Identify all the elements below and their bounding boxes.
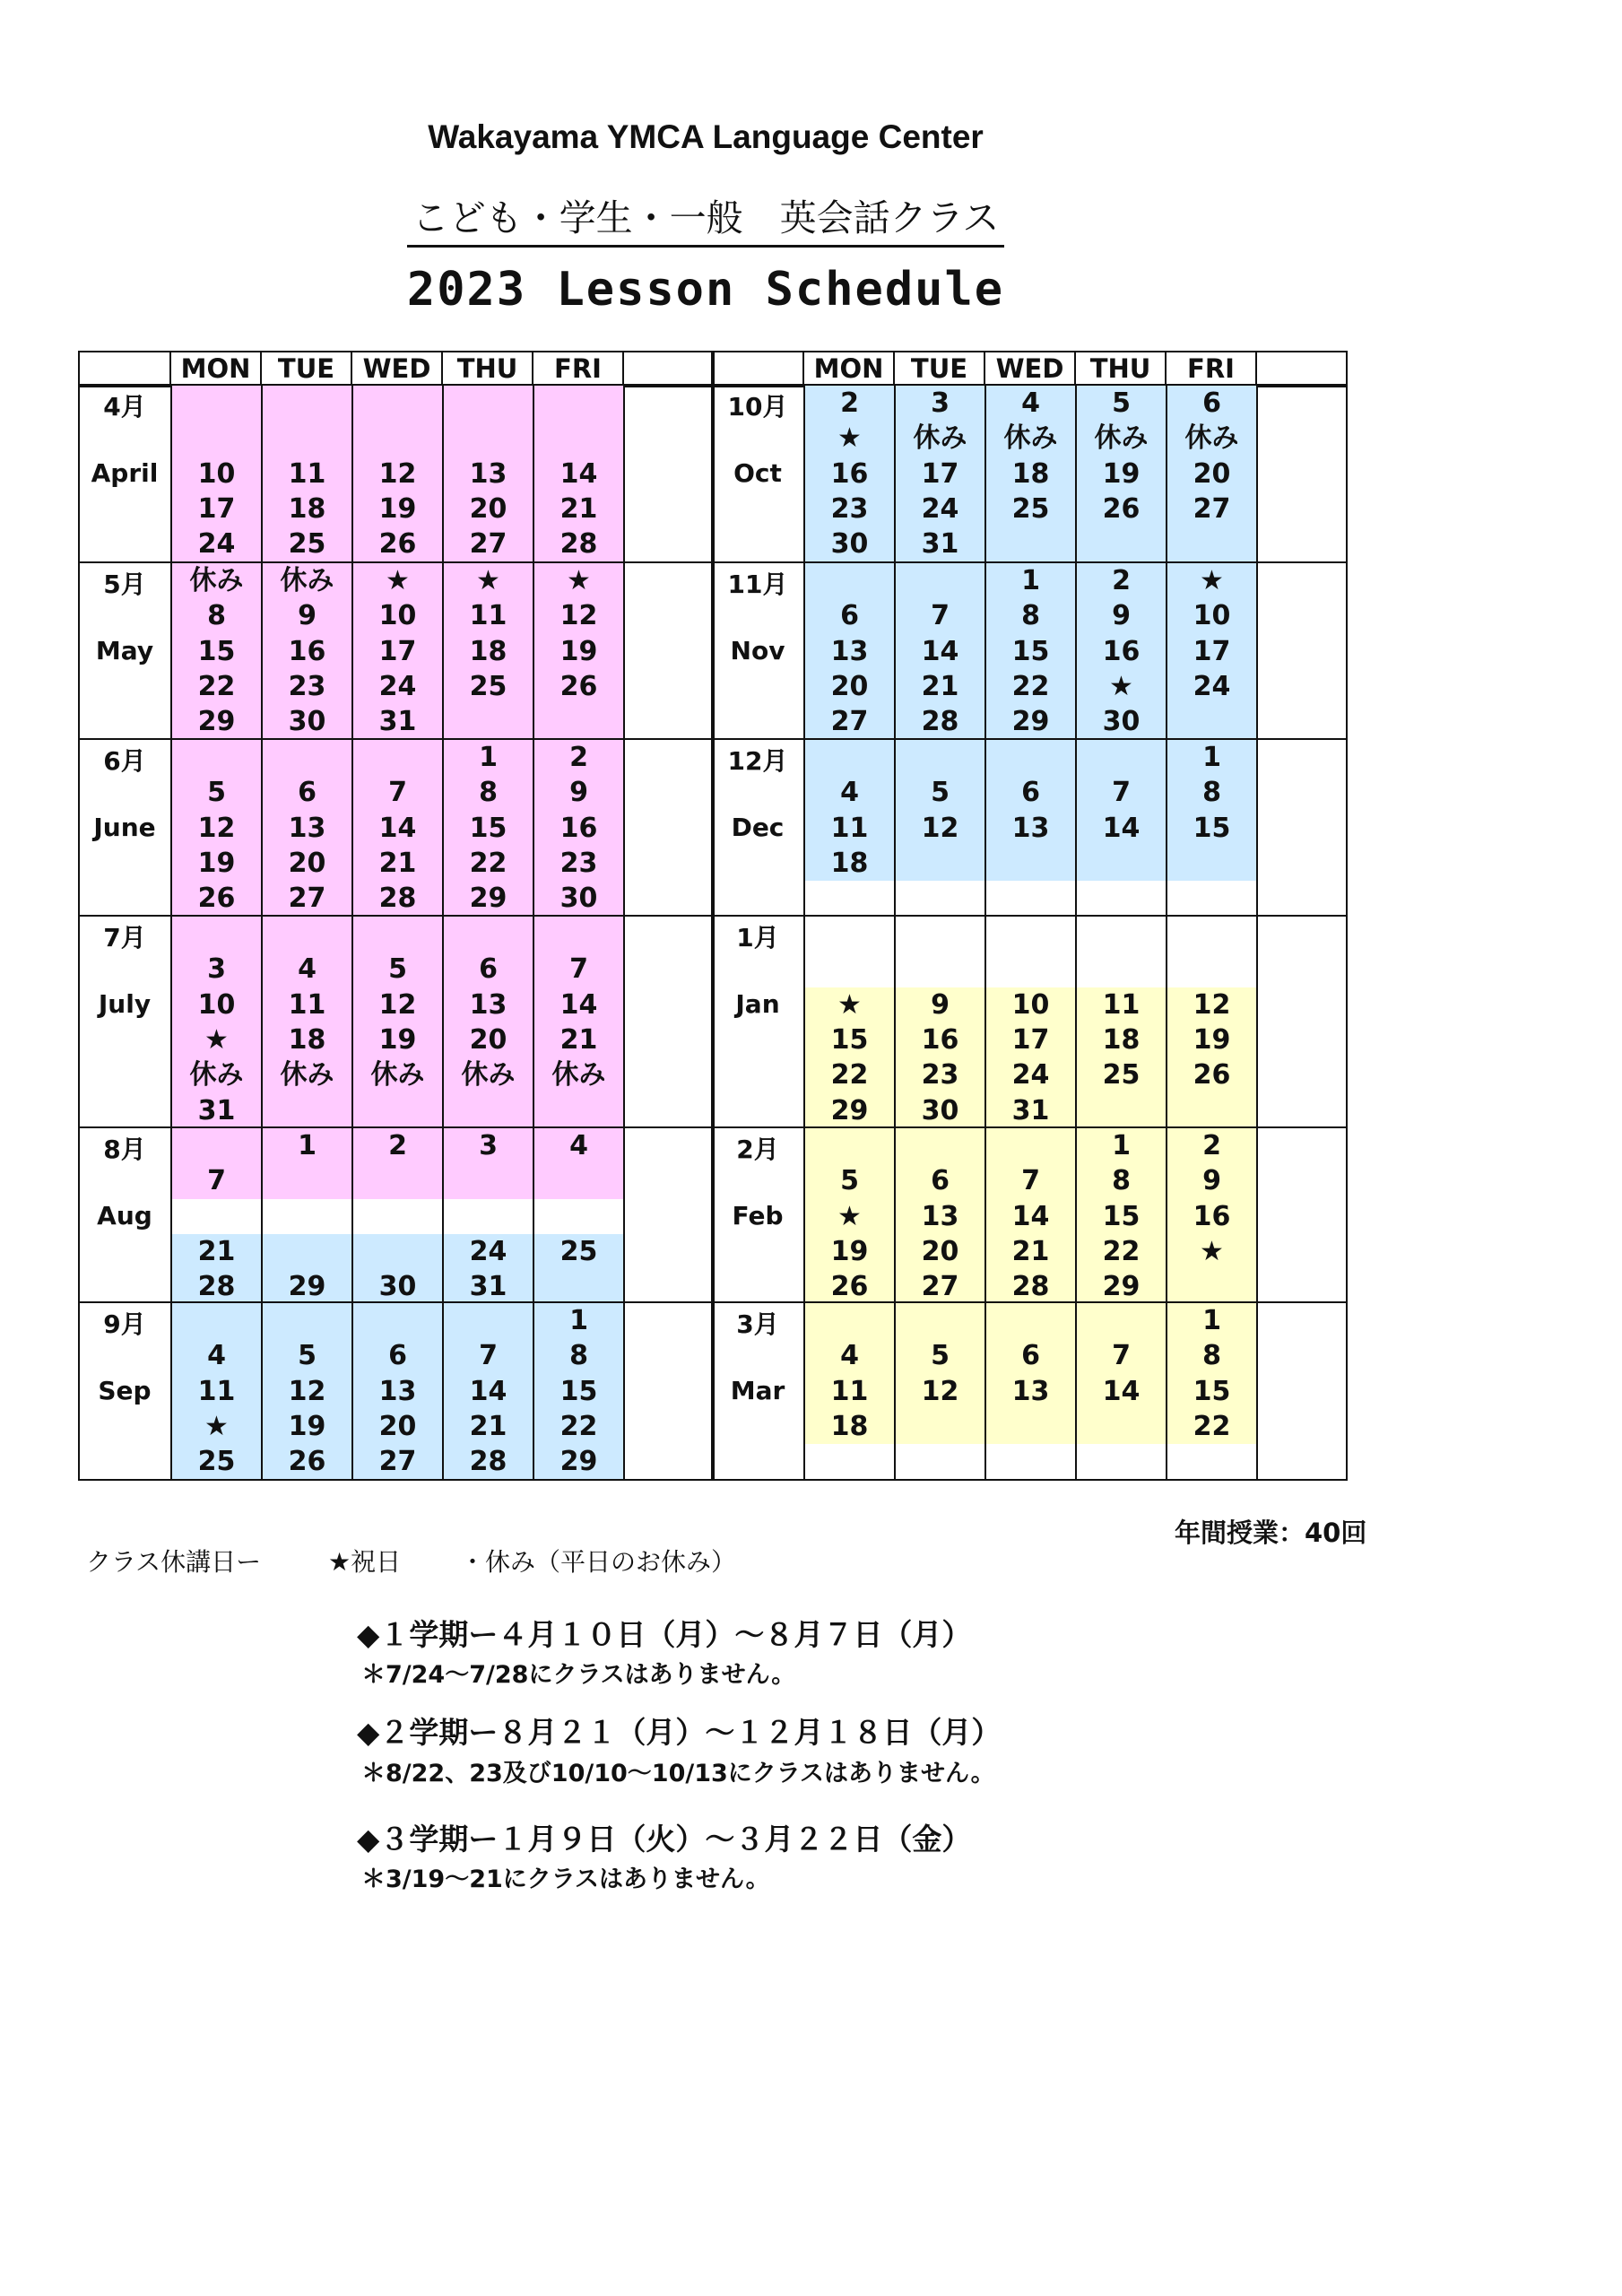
day-cell: 19 <box>559 635 598 667</box>
day-cell: 1 <box>479 742 498 773</box>
calendar-grid <box>78 351 1346 1479</box>
day-cell: 2 <box>840 387 859 419</box>
month-label-english: Oct <box>733 457 782 488</box>
day-cell: 12 <box>1193 988 1231 1021</box>
month-label-kanji: 3月 <box>736 1309 779 1339</box>
holiday-star: ★ <box>1200 1235 1224 1267</box>
day-cell: 9 <box>298 600 317 632</box>
day-cell: 13 <box>288 812 326 844</box>
month-label-english: May <box>95 635 154 665</box>
day-cell: 12 <box>378 457 417 490</box>
day-cell: 1 <box>569 1305 588 1336</box>
header-blank-cell <box>711 351 804 387</box>
day-cell: 16 <box>1193 1200 1231 1232</box>
day-cell: 15 <box>1102 1200 1141 1232</box>
day-cell: 6 <box>388 1340 407 1372</box>
day-cell: 9 <box>931 988 950 1021</box>
day-cell: 15 <box>1011 635 1050 667</box>
month-label-kanji: 9月 <box>103 1309 146 1339</box>
day-cell: 12 <box>197 812 236 844</box>
day-cell: 26 <box>378 528 417 561</box>
day-cell: 20 <box>288 847 326 879</box>
day-cell: 29 <box>830 1094 869 1126</box>
term-2-note: ＊8/22、23及び10/10～10/13にクラスはありません。 <box>361 1760 995 1787</box>
weekday-header-thu: THU <box>1074 351 1167 387</box>
holiday-star: ★ <box>837 1200 862 1232</box>
month-label-kanji: 2月 <box>736 1135 779 1164</box>
day-cell: 10 <box>1011 988 1050 1021</box>
day-cell: 23 <box>559 847 598 879</box>
weekday-header-tue: TUE <box>893 351 985 387</box>
day-cell: 4 <box>569 1130 588 1161</box>
day-cell: 2 <box>388 1130 407 1161</box>
day-cell: 26 <box>197 883 236 915</box>
holiday-star: ★ <box>1200 565 1224 596</box>
day-cell: 2 <box>1202 1130 1221 1161</box>
day-cell: 22 <box>1193 1410 1231 1442</box>
term-1-heading: ◆１学期ー４月１０日（月）～８月７日（月） <box>357 1617 972 1652</box>
day-cell: 25 <box>559 1235 598 1267</box>
day-cell: 25 <box>288 528 326 561</box>
day-cell: 6 <box>1202 387 1221 419</box>
day-cell: 25 <box>1102 1059 1141 1091</box>
day-cell: 29 <box>1102 1271 1141 1303</box>
day-cell: 23 <box>830 492 869 525</box>
day-cell: 11 <box>197 1375 236 1407</box>
day-cell: 23 <box>288 670 326 702</box>
day-cell: 26 <box>288 1446 326 1478</box>
month-block-june <box>78 738 715 917</box>
day-cell: 4 <box>298 953 317 986</box>
day-cell: 22 <box>1102 1235 1141 1267</box>
day-cell: 7 <box>479 1340 498 1372</box>
holiday-star: ★ <box>1109 670 1133 702</box>
weekday-header-wed: WED <box>351 351 443 387</box>
day-cell: 7 <box>1112 777 1131 809</box>
day-cell: 19 <box>197 847 236 879</box>
day-cell: 27 <box>921 1271 959 1303</box>
day-cell: 8 <box>1021 600 1040 632</box>
day-cell: 29 <box>469 883 507 915</box>
weekday-header-mon: MON <box>802 351 895 387</box>
day-cell: 14 <box>559 988 598 1021</box>
day-cell: 31 <box>1011 1094 1050 1126</box>
day-cell: 20 <box>469 492 507 525</box>
day-cell: 7 <box>1112 1340 1131 1372</box>
day-cell: 5 <box>931 777 950 809</box>
day-cell: 11 <box>830 1375 869 1407</box>
day-cell: 26 <box>830 1271 869 1303</box>
day-cell: 30 <box>830 528 869 561</box>
day-cell: 12 <box>288 1375 326 1407</box>
day-cell: 11 <box>288 457 326 490</box>
day-cell: 18 <box>1011 457 1050 490</box>
holiday-star: ★ <box>204 1023 229 1056</box>
month-label-english: June <box>93 812 156 842</box>
month-label-kanji: 6月 <box>103 746 146 776</box>
term-3-heading: ◆３学期ー１月９日（火）～３月２２日（金） <box>357 1822 972 1857</box>
month-block-nov <box>711 561 1348 740</box>
month-block-jan <box>711 915 1348 1128</box>
month-label-kanji: 4月 <box>103 392 146 422</box>
day-cell: 8 <box>479 777 498 809</box>
day-cell: 18 <box>288 1023 326 1056</box>
day-cell: 22 <box>830 1059 869 1091</box>
day-cell: 25 <box>469 670 507 702</box>
day-cell: 24 <box>1193 670 1231 702</box>
day-cell: 18 <box>1102 1023 1141 1056</box>
month-label-kanji: 10月 <box>727 392 788 422</box>
day-cell: 6 <box>931 1165 950 1197</box>
day-cell: 27 <box>1193 492 1231 525</box>
month-label-kanji: 7月 <box>103 923 146 952</box>
day-cell: 7 <box>1021 1165 1040 1197</box>
day-cell: 7 <box>388 777 407 809</box>
header-blank-cell <box>78 351 171 387</box>
day-cell: 18 <box>288 492 326 525</box>
holiday-star: ★ <box>837 988 862 1021</box>
day-cell: 13 <box>378 1375 417 1407</box>
day-cell: 11 <box>469 600 507 632</box>
day-cell: 15 <box>1193 1375 1231 1407</box>
day-cell: 22 <box>197 670 236 702</box>
day-cell: 30 <box>559 883 598 915</box>
month-label-english: Feb <box>732 1200 784 1231</box>
day-cell: 28 <box>921 706 959 738</box>
legend-holiday: ★祝日 <box>328 1547 402 1577</box>
month-block-sep <box>78 1301 715 1481</box>
day-cell: 21 <box>559 1023 598 1056</box>
day-cell: 17 <box>378 635 417 667</box>
day-cell: 12 <box>921 1375 959 1407</box>
day-cell: 7 <box>207 1165 226 1197</box>
month-block-april <box>78 384 715 563</box>
class-subtitle <box>0 188 1411 241</box>
day-cell: 10 <box>197 988 236 1021</box>
month-label-english: Nov <box>730 635 785 665</box>
day-cell: 27 <box>288 883 326 915</box>
term-3-note: ＊3/19～21にクラスはありません。 <box>361 1866 770 1893</box>
day-cell: 12 <box>921 812 959 844</box>
term-1-note: ＊7/24～7/28にクラスはありません。 <box>361 1661 796 1689</box>
day-cell: 11 <box>1102 988 1141 1021</box>
month-label-english: Mar <box>730 1375 785 1405</box>
month-label-kanji: 8月 <box>103 1135 146 1164</box>
month-label-kanji: 1月 <box>736 923 779 952</box>
day-cell: 4 <box>207 1340 226 1372</box>
weekday-header-tue: TUE <box>260 351 352 387</box>
day-cell: 22 <box>1011 670 1050 702</box>
day-cell: 14 <box>1011 1200 1050 1232</box>
day-cell: 2 <box>1112 565 1131 596</box>
rest-day-label: 休み <box>280 565 334 596</box>
day-cell: 28 <box>1011 1271 1050 1303</box>
month-block-may <box>78 561 715 740</box>
rest-day-label: 休み <box>370 1059 425 1091</box>
day-cell: 1 <box>1112 1130 1131 1161</box>
day-cell: 30 <box>378 1271 417 1303</box>
day-cell: 31 <box>921 528 959 561</box>
day-cell: 22 <box>469 847 507 879</box>
day-cell: 21 <box>559 492 598 525</box>
day-cell: 11 <box>288 988 326 1021</box>
day-cell: 7 <box>931 600 950 632</box>
day-cell: 1 <box>1202 1305 1221 1336</box>
day-cell: 5 <box>840 1165 859 1197</box>
day-cell: 30 <box>1102 706 1141 738</box>
month-label-english: Dec <box>731 812 785 842</box>
rest-day-label: 休み <box>1094 422 1149 455</box>
day-cell: 6 <box>479 953 498 986</box>
day-cell: 31 <box>378 706 417 738</box>
rest-day-label: 休み <box>461 1059 516 1091</box>
day-cell: 19 <box>378 1023 417 1056</box>
day-cell: 9 <box>1202 1165 1221 1197</box>
day-cell: 1 <box>1202 742 1221 773</box>
day-cell: 5 <box>931 1340 950 1372</box>
day-cell: 19 <box>378 492 417 525</box>
day-cell: 5 <box>207 777 226 809</box>
month-block-july <box>78 915 715 1128</box>
day-cell: 29 <box>1011 706 1050 738</box>
day-cell: 28 <box>197 1271 236 1303</box>
rest-day-label: 休み <box>189 1059 244 1091</box>
day-cell: 2 <box>569 742 588 773</box>
day-cell: 18 <box>469 635 507 667</box>
day-cell: 13 <box>1011 812 1050 844</box>
day-cell: 29 <box>559 1446 598 1478</box>
month-label-english: July <box>98 988 152 1019</box>
day-cell: 13 <box>921 1200 959 1232</box>
day-cell: 17 <box>921 457 959 490</box>
legend-rest-day: ・休み（平日のお休み） <box>460 1547 737 1577</box>
day-cell: 14 <box>921 635 959 667</box>
day-cell: 10 <box>197 457 236 490</box>
day-cell: 6 <box>1021 1340 1040 1372</box>
day-cell: 14 <box>469 1375 507 1407</box>
weekday-header-fri: FRI <box>532 351 624 387</box>
day-cell: 24 <box>1011 1059 1050 1091</box>
day-cell: 19 <box>288 1410 326 1442</box>
day-cell: 4 <box>1021 387 1040 419</box>
day-cell: 6 <box>1021 777 1040 809</box>
day-cell: 20 <box>469 1023 507 1056</box>
month-label-kanji: 5月 <box>103 570 146 599</box>
day-cell: 30 <box>921 1094 959 1126</box>
day-cell: 9 <box>1112 600 1131 632</box>
day-cell: 16 <box>921 1023 959 1056</box>
day-cell: 18 <box>830 847 869 879</box>
day-cell: 13 <box>469 988 507 1021</box>
day-cell: 31 <box>469 1271 507 1303</box>
day-cell: 8 <box>207 600 226 632</box>
day-cell: 17 <box>197 492 236 525</box>
day-cell: 14 <box>378 812 417 844</box>
day-cell: 29 <box>197 706 236 738</box>
header-blank-cell <box>1255 351 1348 387</box>
day-cell: 28 <box>559 528 598 561</box>
day-cell: 16 <box>288 635 326 667</box>
day-cell: 28 <box>378 883 417 915</box>
day-cell: 16 <box>1102 635 1141 667</box>
day-cell: 14 <box>559 457 598 490</box>
day-cell: 25 <box>1011 492 1050 525</box>
day-cell: 16 <box>559 812 598 844</box>
day-cell: 19 <box>1193 1023 1231 1056</box>
day-cell: 26 <box>559 670 598 702</box>
month-label-kanji: 11月 <box>727 570 788 599</box>
day-cell: 24 <box>469 1235 507 1267</box>
day-cell: 1 <box>298 1130 317 1161</box>
day-cell: 27 <box>469 528 507 561</box>
month-label-english: Aug <box>97 1200 152 1231</box>
day-cell: 4 <box>840 777 859 809</box>
holiday-star: ★ <box>386 565 410 596</box>
day-cell: 21 <box>1011 1235 1050 1267</box>
weekday-header-thu: THU <box>441 351 533 387</box>
day-cell: 14 <box>1102 1375 1141 1407</box>
day-cell: 24 <box>921 492 959 525</box>
day-cell: 15 <box>1193 812 1231 844</box>
month-label-kanji: 12月 <box>727 746 788 776</box>
day-cell: 6 <box>298 777 317 809</box>
day-cell: 1 <box>1021 565 1040 596</box>
holiday-star: ★ <box>837 422 862 455</box>
day-cell: 13 <box>830 635 869 667</box>
weekday-header-mon: MON <box>169 351 262 387</box>
day-cell: 24 <box>197 528 236 561</box>
day-cell: 23 <box>921 1059 959 1091</box>
day-cell: 10 <box>378 600 417 632</box>
annual-lesson-count: 年間授業：40回 <box>1175 1518 1367 1548</box>
day-cell: 21 <box>197 1235 236 1267</box>
day-cell: 8 <box>1112 1165 1131 1197</box>
day-cell: 19 <box>1102 457 1141 490</box>
day-cell: 30 <box>288 706 326 738</box>
weekday-header-wed: WED <box>984 351 1076 387</box>
day-cell: 19 <box>830 1235 869 1267</box>
month-block-aug <box>78 1126 715 1303</box>
month-label-english: April <box>91 457 159 488</box>
day-cell: 11 <box>830 812 869 844</box>
org-name: Wakayama YMCA Language Center <box>428 118 984 155</box>
month-block-mar <box>711 1301 1348 1481</box>
month-block-feb <box>711 1126 1348 1303</box>
day-cell: 26 <box>1102 492 1141 525</box>
rest-day-label: 休み <box>1003 422 1058 455</box>
day-cell: 25 <box>197 1446 236 1478</box>
day-cell: 8 <box>1202 777 1221 809</box>
day-cell: 13 <box>469 457 507 490</box>
day-cell: 12 <box>378 988 417 1021</box>
day-cell: 5 <box>1112 387 1131 419</box>
day-cell: 27 <box>830 706 869 738</box>
day-cell: 15 <box>469 812 507 844</box>
day-cell: 3 <box>207 953 226 986</box>
day-cell: 15 <box>559 1375 598 1407</box>
day-cell: 20 <box>378 1410 417 1442</box>
holiday-star: ★ <box>204 1410 229 1442</box>
day-cell: 7 <box>569 953 588 986</box>
day-cell: 4 <box>840 1340 859 1372</box>
day-cell: 16 <box>830 457 869 490</box>
month-block-dec <box>711 738 1348 917</box>
day-cell: 13 <box>1011 1375 1050 1407</box>
month-label-english: Jan <box>735 988 780 1019</box>
day-cell: 9 <box>569 777 588 809</box>
day-cell: 14 <box>1102 812 1141 844</box>
day-cell: 22 <box>559 1410 598 1442</box>
day-cell: 8 <box>1202 1340 1221 1372</box>
day-cell: 17 <box>1193 635 1231 667</box>
class-subtitle-text: こども・学生・一般 英会話クラス <box>407 196 1005 248</box>
day-cell: 5 <box>298 1340 317 1372</box>
day-cell: 21 <box>921 670 959 702</box>
day-cell: 21 <box>469 1410 507 1442</box>
weekday-header-fri: FRI <box>1165 351 1257 387</box>
month-block-oct <box>711 384 1348 563</box>
term-2-heading: ◆２学期ー８月２１（月）～１２月１８日（月） <box>357 1715 1002 1750</box>
day-cell: 28 <box>469 1446 507 1478</box>
day-cell: 15 <box>197 635 236 667</box>
day-cell: 27 <box>378 1446 417 1478</box>
day-cell: 29 <box>288 1271 326 1303</box>
schedule-title: 2023 Lesson Schedule <box>406 263 1005 317</box>
holiday-star: ★ <box>476 565 500 596</box>
day-cell: 17 <box>1011 1023 1050 1056</box>
header-blank-cell <box>622 351 715 387</box>
day-cell: 8 <box>569 1340 588 1372</box>
day-cell: 26 <box>1193 1059 1231 1091</box>
day-cell: 24 <box>378 670 417 702</box>
day-cell: 3 <box>479 1130 498 1161</box>
day-cell: 10 <box>1193 600 1231 632</box>
day-cell: 20 <box>1193 457 1231 490</box>
day-cell: 5 <box>388 953 407 986</box>
day-cell: 21 <box>378 847 417 879</box>
day-cell: 12 <box>559 600 598 632</box>
day-cell: 6 <box>840 600 859 632</box>
day-cell: 15 <box>830 1023 869 1056</box>
month-label-english: Sep <box>98 1375 152 1405</box>
day-cell: 20 <box>921 1235 959 1267</box>
rest-day-label: 休み <box>1184 422 1239 455</box>
holiday-star: ★ <box>567 565 591 596</box>
rest-day-label: 休み <box>913 422 967 455</box>
legend-label: クラス休講日ー <box>86 1547 262 1577</box>
day-cell: 18 <box>830 1410 869 1442</box>
rest-day-label: 休み <box>551 1059 606 1091</box>
rest-day-label: 休み <box>189 565 244 596</box>
day-cell: 20 <box>830 670 869 702</box>
day-cell: 31 <box>197 1094 236 1126</box>
day-cell: 3 <box>931 387 950 419</box>
rest-day-label: 休み <box>280 1059 334 1091</box>
